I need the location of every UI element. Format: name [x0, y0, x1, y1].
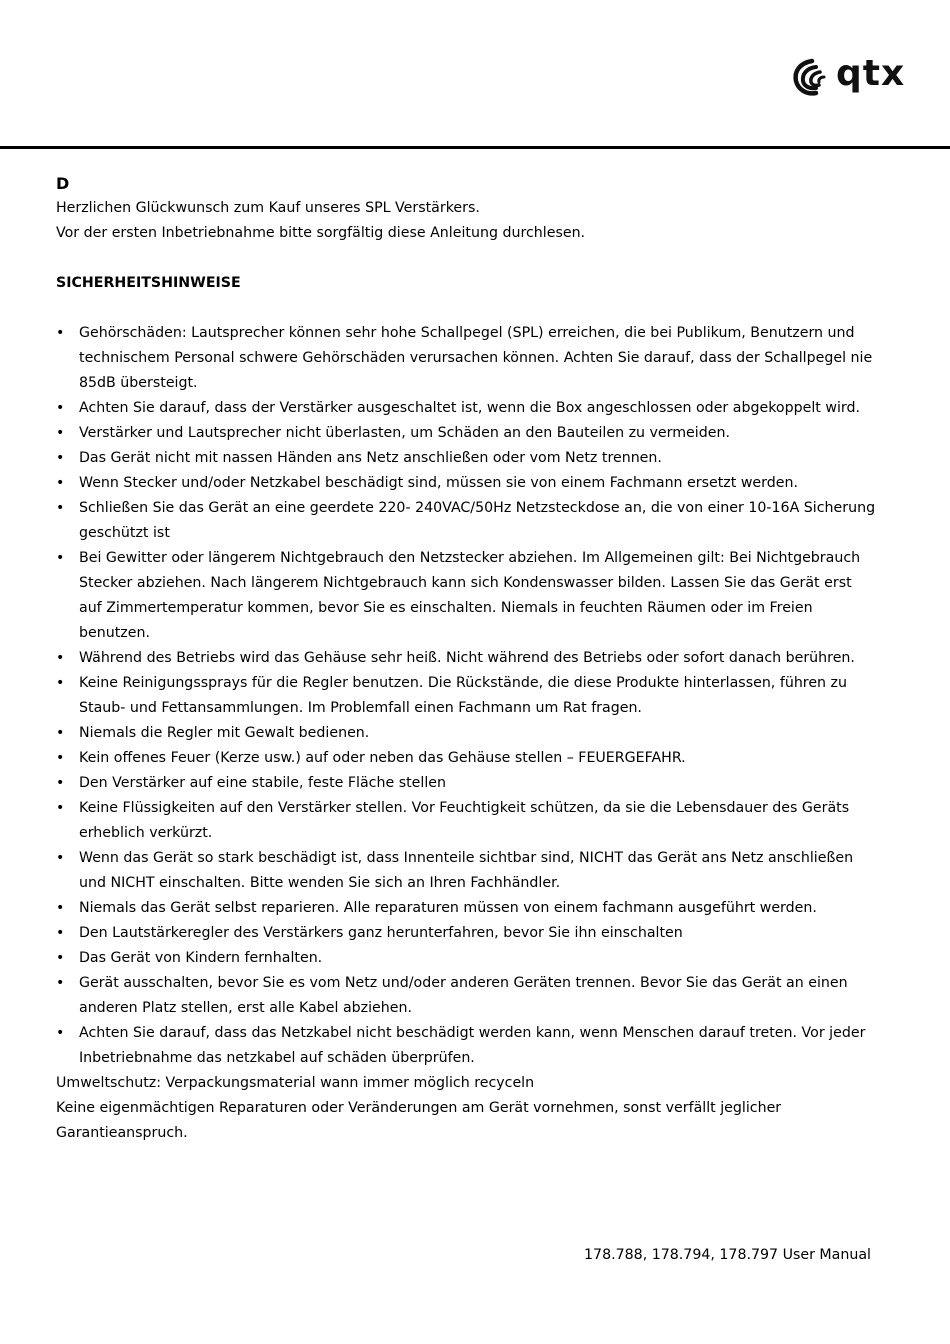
- bullet-icon: •: [56, 800, 65, 816]
- bullet-icon: •: [56, 675, 65, 691]
- safety-list-text: Niemals das Gerät selbst reparieren. Alle reparaturen müssen von einem fachmann ausgeführt werden.: [79, 900, 817, 916]
- bullet-icon: •: [56, 750, 65, 766]
- safety-list-text: Den Lautstärkeregler des Verstärkers ganz herunterfahren, bevor Sie ihn einschalten: [79, 925, 683, 941]
- page-footer: 178.788, 178.794, 178.797 User Manual: [584, 1247, 871, 1263]
- bullet-icon: •: [56, 725, 65, 741]
- safety-list-item: [56, 646, 876, 671]
- bullet-icon: •: [56, 975, 65, 991]
- bullet-icon: •: [56, 425, 65, 441]
- page-header: [0, 0, 950, 150]
- safety-list-text: Das Gerät von Kindern fernhalten.: [79, 950, 323, 966]
- safety-list-text: Keine Reinigungssprays für die Regler benutzen. Die Rückstände, die diese Produkte hinterlassen, führen zu Staub- und Fettansammlungen. Im Problemfall einen Fachmann um Rat fragen.: [79, 675, 847, 716]
- safety-list-item: [56, 671, 876, 721]
- bullet-icon: •: [56, 475, 65, 491]
- safety-list-text: Achten Sie darauf, dass das Netzkabel nicht beschädigt werden kann, wenn Menschen darauf treten. Vor jeder Inbetriebnahme das netzkabel auf schäden überprüfen.: [79, 1025, 866, 1066]
- safety-list-item: [56, 846, 876, 896]
- logo-text: qtx: [836, 53, 906, 94]
- safety-list-text: Niemals die Regler mit Gewalt bedienen.: [79, 725, 370, 741]
- qtx-logo-icon: [790, 55, 832, 99]
- bullet-icon: •: [56, 1025, 65, 1041]
- bullet-icon: •: [56, 850, 65, 866]
- safety-list-item: [56, 1021, 876, 1071]
- safety-list-item: [56, 321, 876, 396]
- safety-list-text: Gerät ausschalten, bevor Sie es vom Netz und/oder anderen Geräten trennen. Bevor Sie das Gerät an einen anderen Platz stellen, erst alle Kabel abziehen.: [79, 975, 848, 1016]
- intro-line: Herzlichen Glückwunsch zum Kauf unseres SPL Verstärkers.: [56, 200, 480, 216]
- safety-list-text: Den Verstärker auf eine stabile, feste Fläche stellen: [79, 775, 446, 791]
- outro-line: Umweltschutz: Verpackungsmaterial wann immer möglich recyceln: [56, 1075, 535, 1091]
- safety-list-text: Verstärker und Lautsprecher nicht überlasten, um Schäden an den Bauteilen zu vermeiden.: [79, 425, 730, 441]
- safety-list-text: Das Gerät nicht mit nassen Händen ans Netz anschließen oder vom Netz trennen.: [79, 450, 662, 466]
- safety-list-text: Wenn das Gerät so stark beschädigt ist, dass Innenteile sichtbar sind, NICHT das Gerät ans Netz anschließen und NICHT einschalten. Bitte wenden Sie sich an Ihren Fachhändler.: [79, 850, 854, 891]
- bullet-icon: •: [56, 925, 65, 941]
- bullet-icon: •: [56, 450, 65, 466]
- safety-list-item: [56, 746, 876, 771]
- spacer: [56, 246, 876, 271]
- intro-line: Vor der ersten Inbetriebnahme bitte sorgfältig diese Anleitung durchlesen.: [56, 225, 586, 241]
- safety-list-text: Schließen Sie das Gerät an eine geerdete 220- 240VAC/50Hz Netzsteckdose an, die von einer 10-16A Sicherung geschützt ist: [79, 500, 876, 541]
- safety-list-item: [56, 496, 876, 546]
- safety-list-item: [56, 946, 876, 971]
- bullet-icon: •: [56, 900, 65, 916]
- safety-heading: SICHERHEITSHINWEISE: [56, 275, 241, 291]
- safety-list-item: [56, 721, 876, 746]
- bullet-icon: •: [56, 550, 65, 566]
- safety-list-text: Achten Sie darauf, dass der Verstärker ausgeschaltet ist, wenn die Box angeschlossen oder abgekoppelt wird.: [79, 400, 860, 416]
- safety-list-text: Bei Gewitter oder längerem Nichtgebrauch den Netzstecker abziehen. Im Allgemeinen gilt: Bei Nichtgebrauch Stecker abziehen. Nach längerem Nichtgebrauch kann sich Kondenswasser bilden. Lassen Sie das Gerät erst auf Zimmertemperatur kommen, bevor Sie es einschalten. Niemals in feuchten Räumen oder im Freien benutzen.: [79, 550, 861, 641]
- safety-list-item: [56, 546, 876, 646]
- safety-list-text: Wenn Stecker und/oder Netzkabel beschädigt sind, müssen sie von einem Fachmann ersetzt werden.: [79, 475, 798, 491]
- safety-list-text: Während des Betriebs wird das Gehäuse sehr heiß. Nicht während des Betriebs oder sofort danach berühren.: [79, 650, 855, 666]
- safety-list-text: Keine Flüssigkeiten auf den Verstärker stellen. Vor Feuchtigkeit schützen, da sie die Lebensdauer des Geräts erheblich verkürzt.: [79, 800, 850, 841]
- safety-list-item: [56, 396, 876, 421]
- safety-list-item: [56, 471, 876, 496]
- language-label: D: [56, 174, 70, 193]
- bullet-icon: •: [56, 325, 65, 341]
- safety-list-text: Gehörschäden: Lautsprecher können sehr hohe Schallpegel (SPL) erreichen, die bei Publikum, Benutzern und technischem Personal schwere Gehörschäden verursachen können. Achten Sie darauf, dass der Schallpegel nie 85dB übersteigt.: [79, 325, 873, 391]
- safety-list-item: [56, 421, 876, 446]
- safety-list-item: [56, 971, 876, 1021]
- bullet-icon: •: [56, 500, 65, 516]
- bullet-icon: •: [56, 950, 65, 966]
- safety-list-item: [56, 796, 876, 846]
- safety-list-item: [56, 446, 876, 471]
- main-content: [56, 171, 876, 1146]
- bullet-icon: •: [56, 400, 65, 416]
- spacer: [56, 296, 876, 321]
- safety-list-item: [56, 896, 876, 921]
- brand-logo: [790, 54, 905, 100]
- header-divider: [0, 146, 950, 149]
- safety-list-item: [56, 771, 876, 796]
- safety-list-item: [56, 921, 876, 946]
- outro-line: Keine eigenmächtigen Reparaturen oder Veränderungen am Gerät vornehmen, sonst verfällt jeglicher Garantieanspruch.: [56, 1100, 782, 1141]
- bullet-icon: •: [56, 650, 65, 666]
- bullet-icon: •: [56, 775, 65, 791]
- safety-list-text: Kein offenes Feuer (Kerze usw.) auf oder neben das Gehäuse stellen – FEUERGEFAHR.: [79, 750, 686, 766]
- safety-list: [56, 321, 876, 1071]
